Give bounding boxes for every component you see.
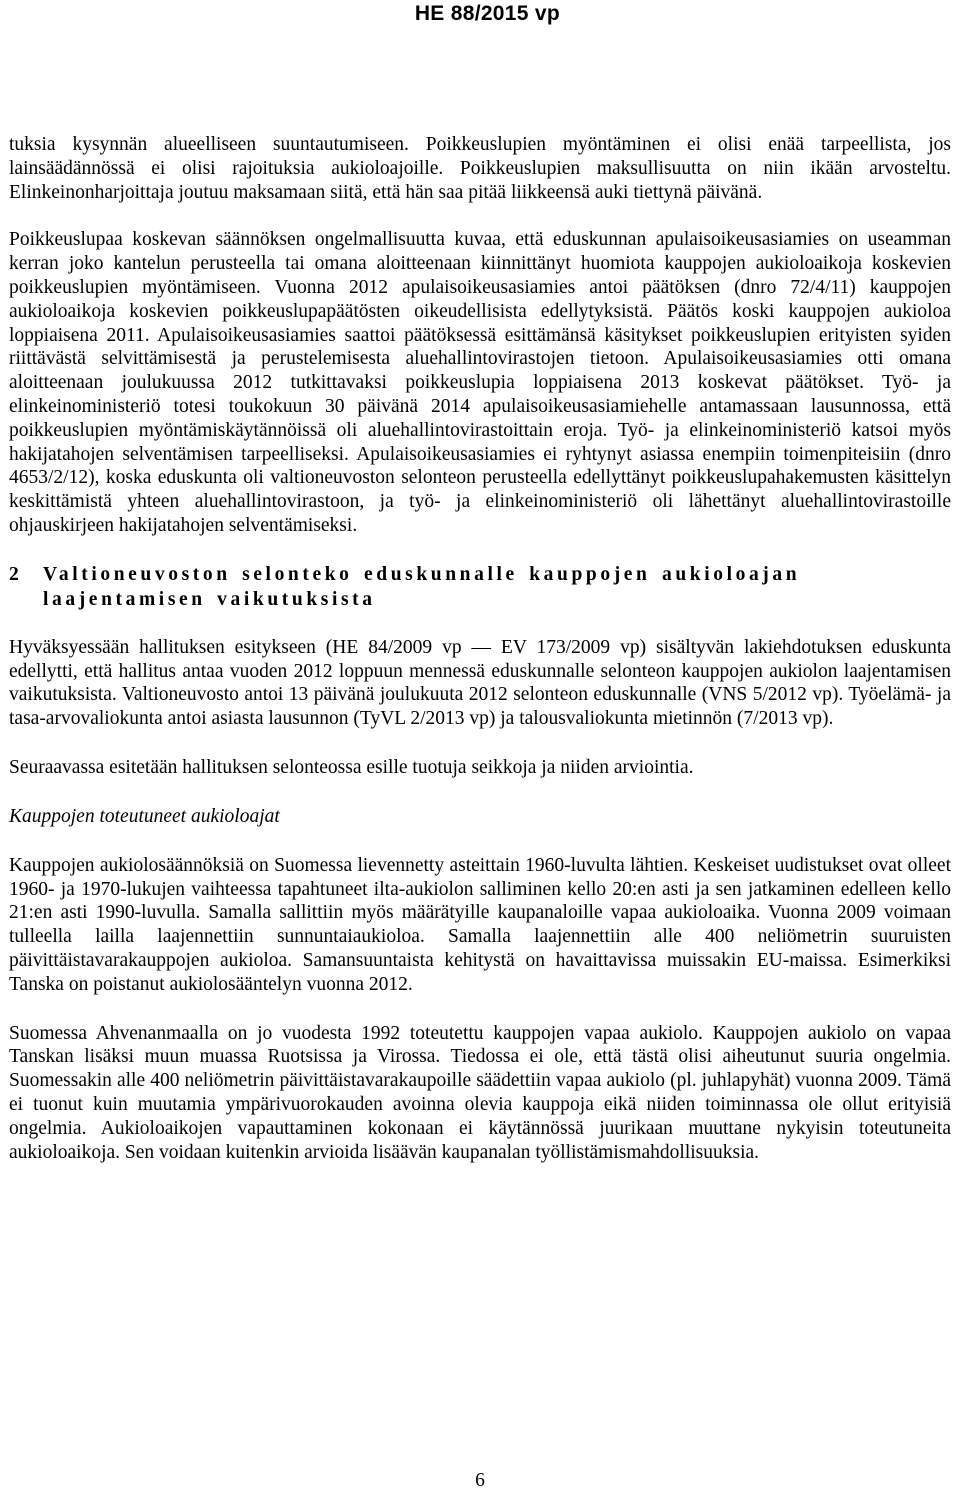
section-title: Valtioneuvoston selonteko eduskunnalle kauppojen aukioloajan laajentamisen vaikutuksista [43, 563, 801, 610]
section-heading [9, 562, 951, 612]
paragraph-report-intro: Seuraavassa esitetään hallituksen selonteossa esille tuotuja seikkoja ja niiden arviointia. [9, 756, 694, 778]
paragraph-opening-hours-history: Kauppojen aukiolosäännöksiä on Suomessa lievennetty asteittain 1960-luvulta lähtien. Keskeiset uudistukset ovat olleet 1960- ja 1970-lukujen vaihteessa tapahtuneet ilta-aukiolon salliminen kello 20:en asti ja sen jatkaminen edelleen kello 21:en asti 1990-luvulla. Samalla sallittiin myös määrätyille kaupanaloille vapaa aukioloaika. Vuonna 2009 voimaan tulleella lailla laajennettiin sunnuntaiaukioloa. Samalla laajennettiin alle 400 neliömetrin suuruisten päivittäistavarakauppojen aukioloa. Samansuuntaista kehitystä on havaittavissa muissakin EU-maissa. Esimerkiksi Tanska on poistanut aukiolosääntelyn vuonna 2012. [9, 854, 951, 995]
paragraph-exemption-criticism: tuksia kysynnän alueelliseen suuntautumiseen. Poikkeuslupien myöntäminen ei olisi enää tarpeellista, jos lainsäädännössä ei olisi rajoituksia aukioloajoille. Poikkeuslupien maksullisuutta on niin ikään arvosteltu. Elinkeinonharjoittaja joutuu maksamaan siitä, että hän saa pitää liikkeensä auki tiettynä päivänä. [9, 134, 951, 203]
subheading-realized-opening-hours: Kauppojen toteutuneet aukioloajat [9, 805, 280, 827]
paragraph-free-opening-hours: Suomessa Ahvenanmaalla on jo vuodesta 1992 toteutettu kauppojen vapaa aukiolo. Kauppojen aukiolo on vapaa Tanskan lisäksi muun muassa Ruotsissa ja Virossa. Tiedossa ei ole, että tästä olisi aiheutunut suuria ongelmia. Suomessakin alle 400 neliömetrin päivittäistavarakaupoille säädettiin vapaa aukiolo (pl. juhlapyhät) vuonna 2009. Tämä ei tuonut kuin muutamia ympärivuorokauden avoinna olevia kauppoja eikä niiden toiminnassa ole ollut erityisiä ongelmia. Aukioloaikojen vapauttaminen kokonaan ei käytännössä juurikaan muuttane nykyisin toteutuneita aukioloaikoja. Sen voidaan kuitenkin arvioida lisäävän kaupanalan työllistämismahdollisuuksia. [9, 1022, 951, 1163]
document-body [9, 133, 951, 1164]
paragraph-ombudsman-decisions: Poikkeuslupaa koskevan säännöksen ongelmallisuutta kuvaa, että eduskunnan apulaisoikeusasiamies on useamman kerran joko kantelun perusteella tai omana aloitteenaan kiinnittänyt huomiota kauppojen aukioloaikoja koskevien poikkeuslupien myöntämiseen. Vuonna 2012 apulaisoikeusasiamies antoi päätöksen (dnro 72/4/11) kauppojen aukioloaikoja koskevien poikkeuslupapäätösten oikeudellisista edellytyksistä. Päätös koski kauppojen aukioloa loppiaisena 2011. Apulaisoikeusasiamies saattoi päätöksessä esittämänsä käsitykset poikkeuslupien erityisten syiden riittävästä selvittämisestä ja perustelemisesta aluehallintovirastojen tietoon. Apulaisoikeusasiamies otti omana aloitteenaan joulukuussa 2012 tutkittavaksi poikkeuslupia loppiaisena 2013 koskevat päätökset. Työ- ja elinkeinoministeriö totesi toukokuun 30 päivänä 2014 apulaisoikeusasiamiehelle antamassaan lausunnossa, että poikkeuslupien myöntämiskäytännöissä oli aluehallintovirastoittain eroja. Työ- ja elinkeinoministeriö katsoi myös hakijatahojen selventämisen tarpeelliseksi. Apulaisoikeusasiamies ei ryhtynyt asiassa enempiin toimenpiteisiin (dnro 4653/2/12), koska eduskunta oli valtioneuvoston selonteon perusteella edellyttänyt poikkeuslupahakemusten käsittelyn keskittämistä yhteen aluehallintovirastoon, ja työ- ja elinkeinoministeriö oli lähettänyt aluehallintovirastoille ohjauskirjeen hakijatahojen selventämiseksi. [9, 229, 951, 536]
section-number: 2 [9, 563, 19, 585]
paragraph-government-report: Hyväksyessään hallituksen esitykseen (HE 84/2009 vp — EV 173/2009 vp) sisältyvän lakiehdotuksen eduskunta edellytti, että hallitus antaa vuoden 2012 loppuun mennessä eduskunnalle selonteon kauppojen aukiolon laajentamisen vaikutuksista. Valtioneuvosto antoi 13 päivänä joulukuuta 2012 selonteon eduskunnalle (VNS 5/2012 vp). Työelämä- ja tasa-arvovaliokunta antoi asiasta lausunnon (TyVL 2/2013 vp) ja talousvaliokunta mietinnön (7/2013 vp). [9, 636, 951, 730]
page-number: 6 [475, 1470, 485, 1491]
document-identifier: HE 88/2015 vp [414, 2, 560, 25]
